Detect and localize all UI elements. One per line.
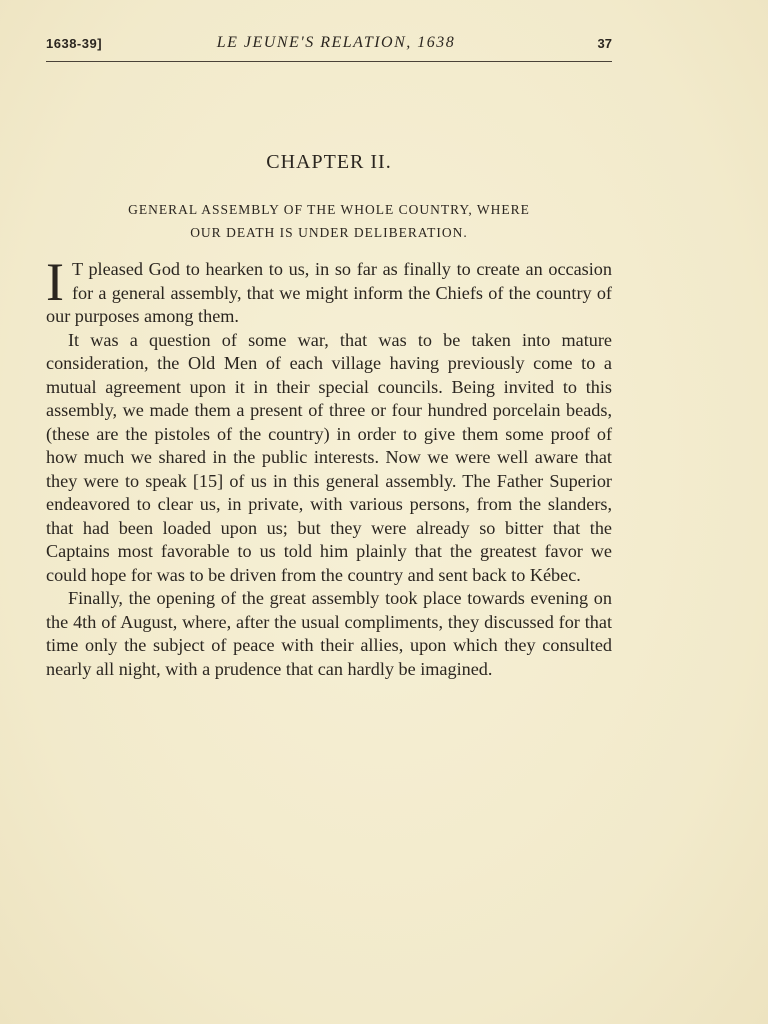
page-number: 37	[597, 36, 612, 51]
header-year-range: 1638-39]	[46, 36, 103, 51]
paragraph-1-text: T pleased God to hearken to us, in so far as finally to create an occasion for a general assembly, that we might inform the Chiefs of the country of our purposes among them.	[46, 259, 612, 326]
body-text	[46, 252, 612, 681]
chapter-subtitle-line-2: OUR DEATH IS UNDER DELIBERATION.	[190, 225, 468, 240]
chapter-title: CHAPTER II.	[266, 151, 392, 173]
header-title: LE JEUNE'S RELATION, 1638	[216, 34, 456, 51]
chapter-subtitle	[46, 198, 612, 244]
drop-cap: I	[46, 252, 64, 312]
chapter-subtitle-line-1: GENERAL ASSEMBLY OF THE WHOLE COUNTRY, WHERE	[128, 202, 530, 217]
paragraph-2: It was a question of some war, that was to be taken into mature consideration, the Old Men of each village having previously come to a mutual agreement upon it in their special councils. Being invited to this assembly, we made them a present of three or four hundred porcelain beads, (these are the pistoles of the country) in order to give them some proof of how much we shared in the public interests. Now we were well aware that they were to speak [15] of us in this general assembly. The Father Superior endeavored to clear us, in private, with various persons, from the slanders, that had been loaded upon us; but they were already so bitter that the Captains most favorable to us told him plainly that the greatest favor we could hope for was to be driven from the country and sent back to Kébec.	[46, 329, 612, 585]
running-header	[46, 34, 612, 56]
paragraph-1	[46, 252, 612, 329]
paragraph-3: Finally, the opening of the great assembly took place towards evening on the 4th of August, where, after the usual compliments, they discussed for that time only the subject of peace with their allies, upon which they consulted nearly all night, with a prudence that can hardly be imagined.	[46, 588, 612, 679]
header-rule	[46, 61, 612, 62]
